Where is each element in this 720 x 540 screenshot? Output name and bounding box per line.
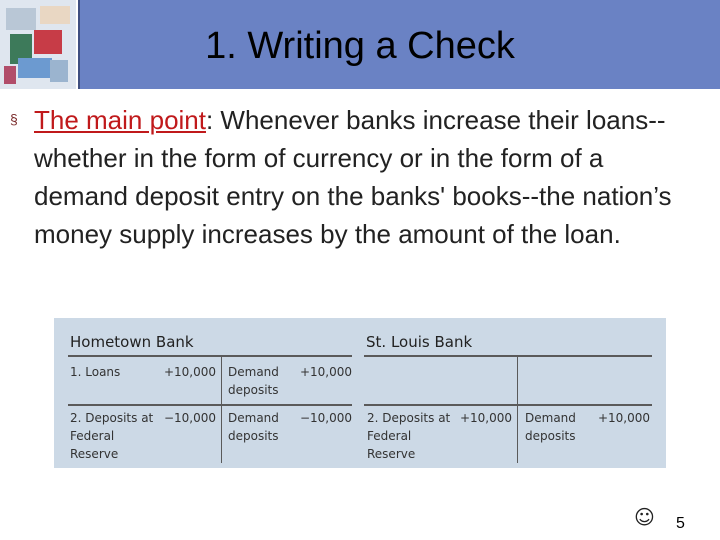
hometown-r2-asset-value: −10,000 — [163, 411, 216, 425]
stlouis-r2-liability-value: +10,000 — [597, 411, 650, 425]
stlouis-bank-title: St. Louis Bank — [366, 333, 473, 351]
t-account-table — [54, 318, 666, 468]
page-number: 5 — [676, 515, 685, 532]
square-bullet-icon: § — [10, 111, 18, 127]
hometown-r1-asset-value: +10,000 — [163, 365, 216, 379]
stlouis-divider — [517, 357, 518, 463]
hometown-r2-asset: 2. Deposits at Federal Reserve — [70, 411, 154, 461]
stlouis-header-rule — [364, 355, 652, 357]
smiley-icon: ☺ — [634, 505, 655, 529]
stlouis-r2-liability: Demand deposits — [525, 411, 576, 443]
bullet-lead: The main point — [34, 105, 206, 135]
stlouis-r2-asset-value: +10,000 — [459, 411, 512, 425]
hometown-bank-title: Hometown Bank — [70, 333, 194, 351]
bullet-paragraph — [10, 101, 700, 253]
stlouis-row-rule — [364, 404, 652, 406]
hometown-row-rule — [68, 404, 352, 406]
hometown-r1-liability: Demand deposits — [228, 365, 279, 397]
hometown-divider — [221, 357, 222, 463]
hometown-header-rule — [68, 355, 352, 357]
stlouis-r2-asset: 2. Deposits at Federal Reserve — [367, 411, 451, 461]
hometown-r1-liability-value: +10,000 — [299, 365, 352, 379]
hometown-r1-asset: 1. Loans — [70, 365, 121, 379]
bullet-body: : Whenever banks increase their loans--whether in the form of currency or in the form of a demand deposit entry on the banks' books--the nation’s money supply increases by the amount of the loan. — [34, 105, 672, 249]
hometown-r2-liability: Demand deposits — [228, 411, 279, 443]
bullet-text — [34, 101, 700, 253]
slide-title: 1. Writing a Check — [205, 25, 515, 67]
header-thumbnail-image — [0, 0, 76, 89]
hometown-r2-liability-value: −10,000 — [299, 411, 352, 425]
